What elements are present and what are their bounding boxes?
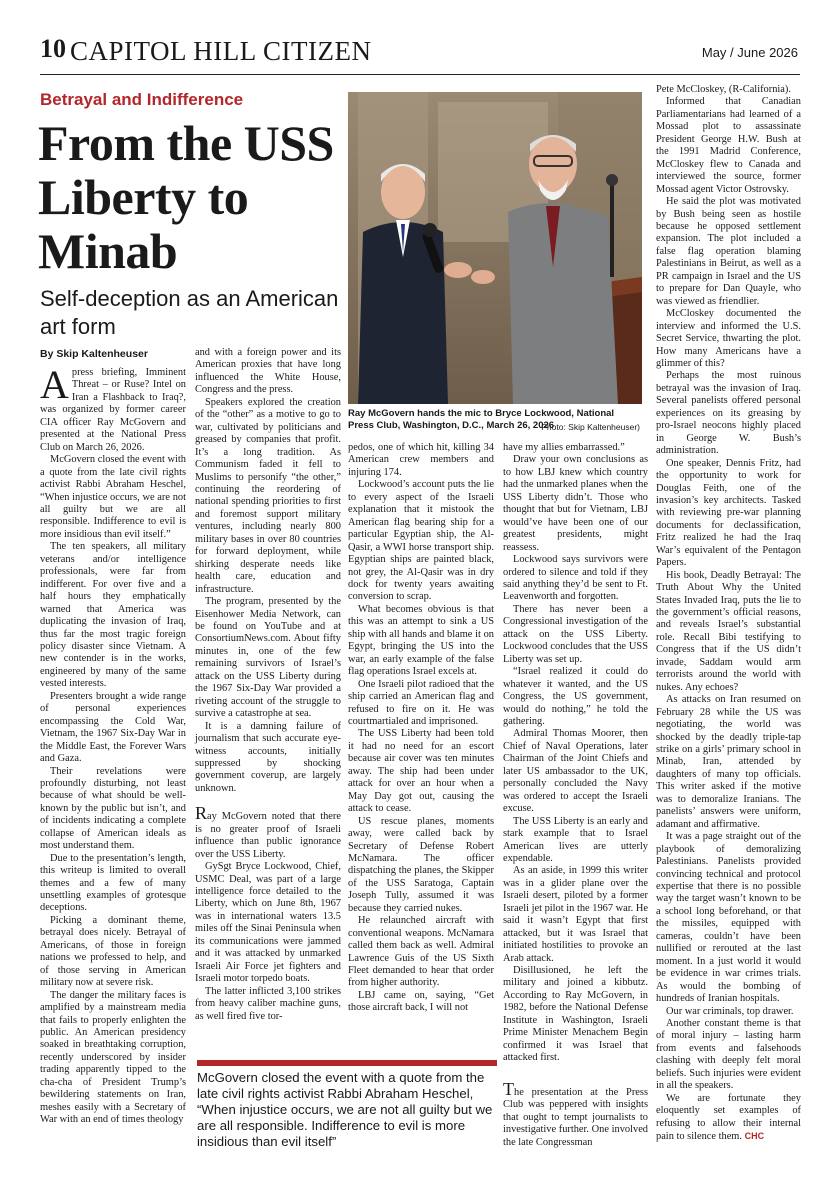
paragraph: Lockwood says survivors were ordered to silence and told if they said anything they’d be sent to Ft. Leavenworth and forgotten. [503,554,648,603]
paragraph-text: press briefing, Imminent Threat – or Ruse? Intel on Iran a Flashback to Iraq?, was organized by former career CIA officer Ray McGovern and presented at the National Press Club on March 26, 2026. [40,367,186,453]
paragraph: As attacks on Iran resumed on February 28 while the US was negotiating, the world was shocked by the deadly triple-tap strike on a girls’ primary school in Minab, Iran, attended by daughters of many top officials. This writer asked if the motive was to demoralize Iranians. The panelists’ answers were uniform, adamant and affirmative. [656,694,801,830]
publication-title: CAPITOL HILL CITIZEN [70,36,372,66]
paragraph: Admiral Thomas Moorer, then Chief of Naval Operations, later Chairman of the Joint Chiefs and later US ambassador to the UK, personally concluded the Navy was ordered to accept the Israeli excuse. [503,728,648,815]
paragraph: LBJ came on, saying, “Get those aircraft back, I will not [348,989,494,1014]
page-number: 10 [40,34,66,63]
paragraph: Perhaps the most ruinous betrayal was the invasion of Iraq. Several panelists offered personal experiences on its greasing by pro-Israel neocons highly placed in George W. Bush’s administration. [656,370,801,457]
paragraph: Due to the presentation’s length, this writeup is limited to overall themes and a few of many unsettling examples of grotesque deceptions. [40,852,186,914]
paragraph: The program, presented by the Eisenhower Media Network, can be found on YouTube and at ConsortiumNews.com. About fifty minutes in, one of the few remaining survivors of Israel’s attack on the USS Liberty during the 1967 Six-Day War provided a riveting account of the struggle to survive a catastrophe at sea. [195,596,341,720]
small-cap-lead: R [195,803,208,824]
paragraph: Their revelations were profoundly disturbing, not least because of what should be well-known by the public but isn’t, and of incidents indicating a complete collapse of American ideals as most understand them. [40,765,186,852]
paragraph: pedos, one of which hit, killing 34 American crew members and injuring 174. [348,442,494,478]
paragraph: He relaunched aircraft with conventional weapons. McNamara called them back as well. Admiral Lawrence Guis of the US Sixth Fleet demanded to hear that order from higher authority. [348,915,494,989]
article-column-1 [40,362,186,1167]
pull-quote [197,1060,497,1150]
article-column-4 [503,442,648,1064]
paragraph: have my allies embarrassed.” [503,442,625,453]
paragraph [503,1079,648,1149]
paragraph: Our war criminals, top drawer. [666,1005,794,1017]
pull-quote-rule [197,1060,497,1066]
paragraph-text: he presentation at the Press Club was peppered with insights that ought to tempt journalists to investigative further. One involved the late Congressman [503,1087,648,1148]
article-kicker: Betrayal and Indifference [40,90,244,109]
paragraph: Speakers explored the creation of the “other” as a motive to go to war, cultivated by politicians and greased by companies that profit. It’s a long tradition. As Communism faded it fell to Muslims to personify “the other,” continuing the reordering of national spending priorities to first and foremost support military ventures, including nearly 800 military bases in over 80 countries for forward deployment, while shirking desperate needs like health care, education and infrastructure. [195,396,341,595]
paragraph: US rescue planes, moments away, were called back by Secretary of Defense Robert McNamara. The officer dispatching the planes, the Skipper of the USS Saratoga, Captain Joseph Tully, assumed it was because they carried nukes. [348,815,494,914]
paragraph [195,803,341,861]
paragraph: Pete McCloskey, (R-California). [656,84,791,95]
paragraph: McGovern closed the event with a quote from the late civil rights activist Rabbi Abraham Heschel, “When injustice occurs, we are not all guilty but we are all responsible. Indifference to evil is more insidious than evil itself.” [40,454,186,540]
paragraph [656,1093,801,1144]
paragraph: As an aside, in 1999 this writer was in a glider plane over the Israeli desert, piloted by a former Israeli jet pilot in the 1967 war. He said it wasn’t Egypt that first attacked, but it was Israel that initiated hostilities to provoke an Arab attack. [503,865,648,964]
paragraph: It was a page straight out of the playbook of demoralizing Palestinians. Panelists provided convincing technical and protocol expertise that there is no possible way the target wasn’t known to be a school long beforehand, or that the missiles, equipped with cameras, couldn’t have been nullified or rerouted at the last moment. In a just world it would be evidence in war crimes trials. As would the bombing of hundreds of Iranian hospitals. [656,831,801,1005]
paragraph: The USS Liberty is an early and stark example that to Israel American lives are utterly expendable. [503,815,648,864]
article-photo [348,92,642,404]
article-column-3 [348,442,494,1052]
photo-credit: Photo: Skip Kaltenheuser) [541,422,640,432]
paragraph: “Israel realized it could do whatever it wanted, and the US Congress, the US government, would do nothing,” he told the gathering. [503,666,648,727]
paragraph: There has never been a Congressional investigation of the attack on the USS Liberty. Lockwood concludes that the USS Liberty was set up. [503,603,648,665]
article-byline: By Skip Kaltenheuser [40,348,148,360]
paragraph [40,362,186,454]
column-5-text [503,1079,648,1149]
issue-date: May / June 2026 [701,45,798,60]
paragraph: Disillusioned, he left the military and joined a kibbutz. According to Ray McGovern, in 1982, before the National Defense Institute in Washington, Israeli Prime Minister Menachem Begin confirmed it was Israel that attacked first. [503,965,648,1064]
paragraph-text: ay McGovern noted that there is no greater proof of Israeli influence than public ignorance over the USS Liberty. [195,811,341,860]
article-column-2 [195,347,341,1097]
paragraph: and with a foreign power and its American proxies that have long influenced the White House, Congress and the press. [195,347,341,396]
paragraph: GySgt Bryce Lockwood, Chief, USMC Deal, was part of a large intelligence force detailed to the Liberty, which on June 8th, 1967 was in international waters 13.5 miles off the Sinai Peninsula when its communications were jammed and it was attacked by unmarked Israeli Air Force jet fighters and Israeli motor torpedo boats. [195,861,341,985]
paragraph: It is a damning failure of journalism that such accurate eye-witness accounts, initially suppressed by shocking government coverup, are largely unknown. [195,720,341,794]
paragraph: Draw your own conclusions as to how LBJ knew which country had the unmarked planes when the USS Liberty didn’t. Those who thought that but for Vietnam, LBJ would’ve have been one of our greatest presidents, might reassess. [503,454,648,553]
paragraph: Presenters brought a wide range of personal experiences encompassing the Cold War, Vietnam, the 1967 Six-Day War in the Middle East, the Forever Wars and Gaza. [40,690,186,765]
paragraph: McCloskey documented the interview and informed the U.S. Secret Service, thwarting the plot. How many Americans have a glimmer of this? [656,308,801,369]
end-mark: CHC [744,1131,765,1142]
press-club-photo-illustration [348,92,642,404]
drop-cap: A [40,362,69,407]
paragraph: Picking a dominant theme, betrayal does nicely. Betrayal of Americans, of those in foreign nations we professed to help, and of those serving in American military now at severe risk. [40,914,186,989]
article-headline: From the USS Liberty to Minab [38,115,334,279]
paragraph: Informed that Canadian Parliamentarians had learned of a Mossad plot to assassinate President George H.W. Bush at the 1991 Madrid Conference, McCloskey flew to Canada and interviewed the source, former Mossad agent Victor Ostrovsky. [656,96,801,195]
paragraph: His book, Deadly Betrayal: The Truth About Why the United States Invaded Iraq, puts the lie to the government’s official reasons, and reveals Israel’s substantial role. Recall Bibi testifying to Congress that if the US didn’t invade, Saddam would arm terrorists around the world with nukes. Any echoes? [656,569,801,693]
pull-quote-text: McGovern closed the event with a quote from the late civil rights activist Rabbi Abraham Heschel, “When injustice occurs, we are not all guilty but we are all responsible. Indifference to evil is more insidious than evil itself” [197,1070,493,1149]
paragraph: The danger the military faces is amplified by a mainstream media that fails to properly enlighten the public. An American presidency soaked in breathtaking corruption, recently underscored by insider trading apparently tipped to the cha-cha of President Trump’s bewildering statements on Iran, meshes easily with a Secretary of War with an end of times theology [40,989,186,1126]
paragraph: One Israeli pilot radioed that the ship carried an American flag and refused to fire on it. He was courtmartialed and imprisoned. [348,678,494,727]
paragraph: Lockwood’s account puts the lie to every aspect of the Israeli explanation that it mistook the American flag bearing ship for a particular Egyptian ship, the Al-Qasir, a WWI horse transport ship. Egyptian ships are painted black, not grey, the Al-Qasir was in dry dock for twenty years awaiting conversion to scrap. [348,479,494,603]
paragraph: Another constant theme is that of moral injury – lasting harm from events and falsehoods clashing with deeply felt moral beliefs. Such injuries were evident in all the speakers. [656,1017,801,1092]
header-rule [40,74,800,75]
paragraph: The USS Liberty had been told it had no need for an escort because air cover was ten minutes away. The ship had been under attack for over an hour when a May Day got out, causing the attack to cease. [348,728,494,815]
article-subhead: Self-deception as an American art form [40,286,339,339]
photo-caption-text: Ray McGovern hands the mic to Bryce Lockwood, National Press Club, Washington, D.C., March 26, 2026 [348,408,615,431]
article-column-6 [656,84,801,1164]
paragraph: One speaker, Dennis Fritz, had the opportunity to work for Douglas Feith, one of the invasion’s key architects. Tasked with reviewing pre-war planning documents for declassification, Fritz realized he had the Iraq War’s equivalent of the Pentagon Papers. [656,457,801,569]
paragraph: The latter inflicted 3,100 strikes from heavy caliber machine guns, as well fired five tor- [195,985,341,1022]
paragraph: The ten speakers, all military veterans and/or intelligence professionals, were far from indifferent. For over five and a half hours they emphatically warned that America was duplicating the invasion of Iraq, thus far the most tragic foreign policy disaster since Vietnam. A new contender is in the works, engineered by many of the same vested interests. [40,541,186,690]
paragraph-text: We are fortunate they eloquently set examples of refusing to allow their internal pain to silence them. [656,1092,801,1143]
paragraph: What becomes obvious is that this was an attempt to sink a US ship with all hands and blame it on Egypt, bringing the US into the war, an early example of the false flag operations Israel excels at. [348,603,494,678]
paragraph: He said the plot was motivated by Bush being seen as hostile because he opposed settlement expansion. The plot included a false flag operation blaming Palestinians in Beirut, as well as a PR campaign in Israel and the US to prepare for Dan Quayle, who was viewed as friendlier. [656,196,801,307]
small-cap-lead: T [503,1079,514,1099]
